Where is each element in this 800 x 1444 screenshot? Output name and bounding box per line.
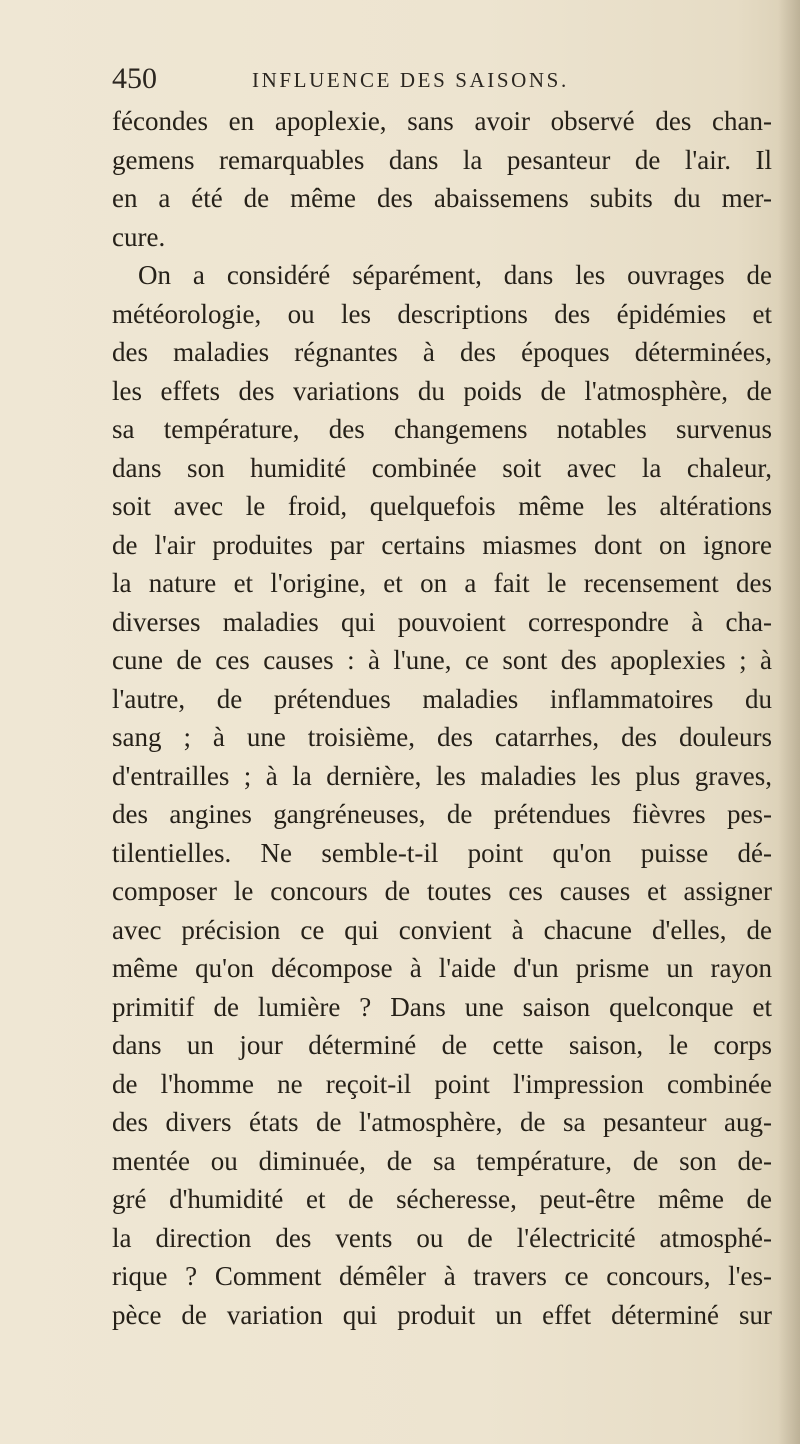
text-line: la nature et l'origine, et on a fait le recensement des [112,568,772,598]
text-line: l'autre, de prétendues maladies inflammatoires du [112,683,772,714]
text-line: des angines gangréneuses, de prétendues fièvres pes- [112,799,772,829]
text-line: sang ; à une troisième, des catarrhes, des douleurs [112,722,772,752]
text-line: tilentielles. Ne semble-t-il point qu'on puisse dé- [112,837,772,868]
text-line: dans son humidité combinée soit avec la chaleur, [112,452,772,483]
text-line: sa température, des changemens notables survenus [112,414,772,444]
text-line: météorologie, ou les descriptions des épidémies et [112,298,772,329]
text-line: cune de ces causes : à l'une, ce sont des apoplexies ; à [112,645,772,675]
text-line: même qu'on décompose à l'aide d'un prisme un rayon [112,953,772,983]
text-line: fécondes en apoplexie, sans avoir observé des chan- [112,106,772,136]
text-line: composer le concours de toutes ces causes et assigner [112,876,772,906]
text-line: dans un jour déterminé de cette saison, le corps [112,1030,772,1060]
text-line: soit avec le froid, quelquefois même les altérations [112,491,772,521]
text-line: de l'air produites par certains miasmes dont on ignore [112,529,772,560]
text-line: des maladies régnantes à des époques déterminées, [112,337,772,367]
page-number: 450 [112,62,157,95]
text-line: de l'homme ne reçoit-il point l'impression combinée [112,1068,772,1099]
text-line: On a considéré séparément, dans les ouvrages de [138,260,772,290]
running-head [112,62,672,96]
text-line: la direction des vents ou de l'électricité atmosphé- [112,1222,772,1253]
text-line: gré d'humidité et de sécheresse, peut-être même de [112,1184,772,1214]
text-line: rique ? Comment démêler à travers ce concours, l'es- [112,1261,772,1291]
text-line: pèce de variation qui produit un effet déterminé sur [112,1299,772,1330]
paragraph-1 [112,102,772,256]
text-line: les effets des variations du poids de l'atmosphère, de [112,375,772,406]
text-line: cure. [112,221,166,252]
text-line: diverses maladies qui pouvoient correspondre à cha- [112,606,772,637]
paragraph-2 [112,256,772,1334]
text-line: mentée ou diminuée, de sa température, de son de- [112,1145,772,1176]
text-line: primitif de lumière ? Dans une saison quelconque et [112,991,772,1022]
text-line: avec précision ce qui convient à chacune d'elles, de [112,914,772,945]
text-line: gemens remarquables dans la pesanteur de l'air. Il [112,144,772,175]
body-text [112,102,772,1334]
page-edge-shadow [778,0,800,1444]
text-line: d'entrailles ; à la dernière, les maladies les plus graves, [112,760,772,791]
text-line: en a été de même des abaissemens subits du mer- [112,183,772,213]
running-title: INFLUENCE DES SAISONS. [252,68,569,92]
text-line: des divers états de l'atmosphère, de sa pesanteur aug- [112,1107,772,1137]
